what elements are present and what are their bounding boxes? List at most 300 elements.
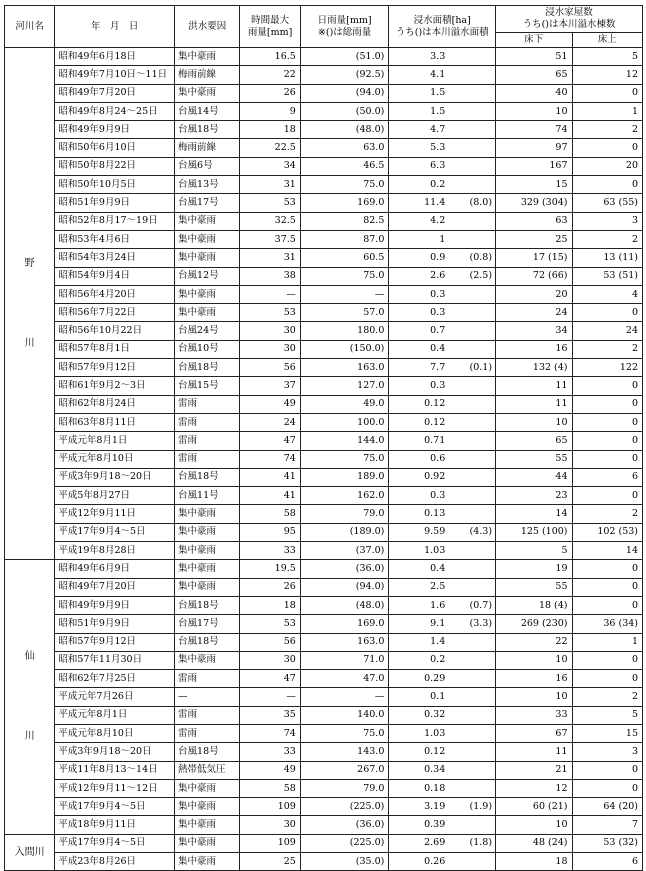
cell-floor-below: 33: [496, 706, 572, 724]
header-floor-above: 床上: [572, 33, 642, 48]
cell-hourly-max: 49: [240, 395, 300, 413]
cell-daily-rain: —: [300, 688, 389, 706]
table-row: [5, 340, 643, 358]
cell-hourly-max: 31: [240, 249, 300, 267]
cell-cause: 集中豪雨: [175, 84, 240, 102]
cell-date: 昭和51年9月9日: [55, 194, 175, 212]
cell-cause: 集中豪雨: [175, 249, 240, 267]
table-row: [5, 176, 643, 194]
cell-floor-above: 36 (34): [572, 615, 642, 633]
table-row: [5, 706, 643, 724]
cell-cause: 梅雨前線: [175, 139, 240, 157]
cell-floor-below: 15: [496, 176, 572, 194]
cell-cause: 台風14号: [175, 102, 240, 120]
cell-floor-below: 17 (15): [496, 249, 572, 267]
cell-cause: 台風10号: [175, 340, 240, 358]
cell-cause: 集中豪雨: [175, 505, 240, 523]
cell-date: 昭和52年8月17～19日: [55, 212, 175, 230]
cell-daily-rain: 162.0: [300, 487, 389, 505]
cell-hourly-max: 95: [240, 523, 300, 541]
table-row: [5, 285, 643, 303]
cell-daily-rain: (189.0): [300, 523, 389, 541]
cell-flood-area: 2.69: [389, 834, 449, 852]
cell-hourly-max: 53: [240, 194, 300, 212]
cell-flood-area: 0.4: [389, 340, 449, 358]
cell-floor-below: 40: [496, 84, 572, 102]
cell-floor-above: 0: [572, 560, 642, 578]
cell-hourly-max: 32.5: [240, 212, 300, 230]
cell-daily-rain: 140.0: [300, 706, 389, 724]
cell-floor-above: 15: [572, 724, 642, 742]
cell-date: 昭和49年6月18日: [55, 48, 175, 66]
cell-floor-below: 125 (100): [496, 523, 572, 541]
cell-floor-below: 10: [496, 651, 572, 669]
cell-hourly-max: 33: [240, 743, 300, 761]
cell-flood-area: 3.3: [389, 48, 449, 66]
table-row: [5, 48, 643, 66]
cell-cause: 雷雨: [175, 413, 240, 431]
cell-flood-area: 7.7: [389, 359, 449, 377]
cell-flood-area: 1.5: [389, 102, 449, 120]
cell-flood-area: 0.32: [389, 706, 449, 724]
cell-flood-area: 1.6: [389, 596, 449, 614]
cell-cause: —: [175, 688, 240, 706]
table-row: [5, 66, 643, 84]
cell-river-overflow-area: [449, 542, 495, 560]
cell-daily-rain: 46.5: [300, 157, 389, 175]
cell-floor-above: 24: [572, 322, 642, 340]
table-row: [5, 121, 643, 139]
cell-river-overflow-area: [449, 48, 495, 66]
cell-daily-rain: 163.0: [300, 633, 389, 651]
cell-floor-below: 10: [496, 102, 572, 120]
cell-cause: 集中豪雨: [175, 816, 240, 834]
cell-date: 平成23年8月26日: [55, 853, 175, 871]
cell-river-overflow-area: (0.1): [449, 359, 495, 377]
cell-daily-rain: —: [300, 285, 389, 303]
table-row: [5, 761, 643, 779]
cell-daily-rain: 100.0: [300, 413, 389, 431]
cell-flood-area: 0.39: [389, 816, 449, 834]
cell-floor-below: 14: [496, 505, 572, 523]
cell-cause: 集中豪雨: [175, 651, 240, 669]
cell-daily-rain: 87.0: [300, 230, 389, 248]
cell-floor-above: 2: [572, 230, 642, 248]
cell-date: 昭和49年7月20日: [55, 84, 175, 102]
cell-daily-rain: (36.0): [300, 816, 389, 834]
cell-date: 昭和56年7月22日: [55, 304, 175, 322]
cell-date: 平成17年9月4～5日: [55, 834, 175, 852]
cell-daily-rain: 63.0: [300, 139, 389, 157]
table-row: [5, 139, 643, 157]
cell-floor-above: 1: [572, 102, 642, 120]
cell-daily-rain: (225.0): [300, 834, 389, 852]
cell-flood-area: 0.71: [389, 432, 449, 450]
cell-flood-area: 0.12: [389, 413, 449, 431]
cell-floor-below: 63: [496, 212, 572, 230]
cell-floor-above: 0: [572, 432, 642, 450]
cell-river-overflow-area: [449, 212, 495, 230]
cell-floor-above: 14: [572, 542, 642, 560]
cell-daily-rain: 75.0: [300, 267, 389, 285]
table-row: [5, 523, 643, 541]
cell-floor-below: 97: [496, 139, 572, 157]
header-floor-below: 床下: [496, 33, 572, 48]
cell-date: 昭和50年8月22日: [55, 157, 175, 175]
cell-flood-area: 0.26: [389, 853, 449, 871]
cell-date: 昭和57年9月12日: [55, 359, 175, 377]
cell-river-overflow-area: [449, 377, 495, 395]
table-row: [5, 359, 643, 377]
cell-floor-below: 23: [496, 487, 572, 505]
cell-flood-area: 0.3: [389, 487, 449, 505]
cell-cause: 集中豪雨: [175, 48, 240, 66]
cell-hourly-max: 26: [240, 578, 300, 596]
cell-date: 昭和49年9月9日: [55, 596, 175, 614]
cell-floor-above: 13 (11): [572, 249, 642, 267]
table-row: [5, 596, 643, 614]
header-daily-rain: 日雨量[mm] ※()は総雨量: [300, 6, 389, 48]
cell-date: 昭和49年7月10日～11日: [55, 66, 175, 84]
cell-floor-above: 53 (51): [572, 267, 642, 285]
cell-cause: 台風15号: [175, 377, 240, 395]
cell-floor-above: 0: [572, 413, 642, 431]
table-row: [5, 670, 643, 688]
cell-floor-below: 55: [496, 450, 572, 468]
cell-flood-area: 0.7: [389, 322, 449, 340]
cell-floor-below: 18 (4): [496, 596, 572, 614]
cell-river-overflow-area: [449, 413, 495, 431]
cell-flood-area: 11.4: [389, 194, 449, 212]
cell-river-overflow-area: (1.8): [449, 834, 495, 852]
cell-flood-area: 0.2: [389, 176, 449, 194]
cell-river-overflow-area: [449, 816, 495, 834]
cell-river-overflow-area: [449, 468, 495, 486]
cell-floor-above: 0: [572, 578, 642, 596]
cell-flood-area: 5.3: [389, 139, 449, 157]
cell-date: 平成3年9月18～20日: [55, 468, 175, 486]
table-row: [5, 578, 643, 596]
cell-floor-above: 7: [572, 816, 642, 834]
cell-river-overflow-area: [449, 230, 495, 248]
table-row: [5, 413, 643, 431]
cell-river-overflow-area: [449, 724, 495, 742]
cell-date: 昭和50年6月10日: [55, 139, 175, 157]
cell-floor-above: 5: [572, 48, 642, 66]
cell-cause: 台風18号: [175, 743, 240, 761]
cell-flood-area: 0.3: [389, 377, 449, 395]
cell-daily-rain: 143.0: [300, 743, 389, 761]
cell-floor-above: 102 (53): [572, 523, 642, 541]
cell-river-overflow-area: [449, 779, 495, 797]
cell-floor-above: 0: [572, 761, 642, 779]
cell-date: 昭和57年9月12日: [55, 633, 175, 651]
table-row: [5, 377, 643, 395]
cell-floor-below: 11: [496, 743, 572, 761]
cell-river-overflow-area: [449, 853, 495, 871]
cell-cause: 雷雨: [175, 706, 240, 724]
cell-river-overflow-area: [449, 176, 495, 194]
table-row: [5, 194, 643, 212]
flood-history-table: [4, 5, 643, 871]
table-row: [5, 651, 643, 669]
cell-river-overflow-area: [449, 432, 495, 450]
cell-river-overflow-area: [449, 322, 495, 340]
cell-floor-above: 63 (55): [572, 194, 642, 212]
cell-cause: 雷雨: [175, 670, 240, 688]
cell-daily-rain: 144.0: [300, 432, 389, 450]
cell-daily-rain: 267.0: [300, 761, 389, 779]
cell-floor-above: 2: [572, 505, 642, 523]
table-row: [5, 450, 643, 468]
cell-daily-rain: 75.0: [300, 450, 389, 468]
cell-floor-below: 19: [496, 560, 572, 578]
cell-date: 平成19年8月28日: [55, 542, 175, 560]
header-cause: 洪水要因: [175, 6, 240, 48]
cell-date: 平成元年8月10日: [55, 450, 175, 468]
cell-river-overflow-area: [449, 395, 495, 413]
cell-floor-above: 5: [572, 706, 642, 724]
cell-daily-rain: 71.0: [300, 651, 389, 669]
cell-hourly-max: 74: [240, 450, 300, 468]
cell-floor-below: 18: [496, 853, 572, 871]
cell-date: 昭和49年7月20日: [55, 578, 175, 596]
cell-cause: 集中豪雨: [175, 285, 240, 303]
cell-floor-above: 0: [572, 651, 642, 669]
cell-cause: 台風24号: [175, 322, 240, 340]
cell-floor-above: 12: [572, 66, 642, 84]
cell-cause: 台風11号: [175, 487, 240, 505]
cell-hourly-max: 30: [240, 340, 300, 358]
cell-hourly-max: 30: [240, 651, 300, 669]
cell-date: 昭和54年3月24日: [55, 249, 175, 267]
cell-floor-above: 0: [572, 395, 642, 413]
cell-flood-area: 0.1: [389, 688, 449, 706]
cell-date: 平成元年8月1日: [55, 706, 175, 724]
cell-cause: 集中豪雨: [175, 779, 240, 797]
cell-date: 平成3年9月18～20日: [55, 743, 175, 761]
cell-floor-below: 11: [496, 377, 572, 395]
cell-river-overflow-area: [449, 706, 495, 724]
cell-daily-rain: (92.5): [300, 66, 389, 84]
cell-river-overflow-area: (0.7): [449, 596, 495, 614]
cell-floor-above: 0: [572, 84, 642, 102]
cell-date: 平成18年9月11日: [55, 816, 175, 834]
header-date: 年 月 日: [55, 6, 175, 48]
cell-flood-area: 9.59: [389, 523, 449, 541]
cell-river-name: 入間川: [5, 834, 55, 871]
cell-floor-below: 65: [496, 432, 572, 450]
cell-hourly-max: —: [240, 285, 300, 303]
cell-hourly-max: 30: [240, 816, 300, 834]
cell-daily-rain: (35.0): [300, 853, 389, 871]
cell-river-overflow-area: [449, 505, 495, 523]
cell-cause: 台風13号: [175, 176, 240, 194]
cell-daily-rain: 47.0: [300, 670, 389, 688]
cell-hourly-max: 19.5: [240, 560, 300, 578]
cell-daily-rain: 127.0: [300, 377, 389, 395]
cell-hourly-max: 109: [240, 798, 300, 816]
cell-daily-rain: (150.0): [300, 340, 389, 358]
cell-river-overflow-area: (2.5): [449, 267, 495, 285]
cell-date: 昭和50年10月5日: [55, 176, 175, 194]
cell-daily-rain: 60.5: [300, 249, 389, 267]
cell-floor-below: 10: [496, 816, 572, 834]
cell-river-overflow-area: [449, 670, 495, 688]
cell-hourly-max: 56: [240, 633, 300, 651]
cell-date: 平成5年8月27日: [55, 487, 175, 505]
table-row: [5, 157, 643, 175]
cell-daily-rain: 169.0: [300, 615, 389, 633]
cell-cause: 集中豪雨: [175, 560, 240, 578]
cell-cause: 集中豪雨: [175, 523, 240, 541]
cell-date: 平成17年9月4～5日: [55, 523, 175, 541]
cell-flood-area: 1.5: [389, 84, 449, 102]
cell-date: 平成12年9月11～12日: [55, 779, 175, 797]
cell-river-overflow-area: [449, 66, 495, 84]
cell-flood-area: 1.4: [389, 633, 449, 651]
cell-date: 昭和57年11月30日: [55, 651, 175, 669]
cell-flood-area: 3.19: [389, 798, 449, 816]
cell-floor-below: 269 (230): [496, 615, 572, 633]
table-row: [5, 688, 643, 706]
cell-river-overflow-area: [449, 157, 495, 175]
cell-hourly-max: 41: [240, 468, 300, 486]
cell-floor-below: 10: [496, 688, 572, 706]
cell-floor-below: 20: [496, 285, 572, 303]
table-row: [5, 432, 643, 450]
cell-hourly-max: 58: [240, 779, 300, 797]
cell-cause: 台風17号: [175, 615, 240, 633]
cell-floor-below: 12: [496, 779, 572, 797]
cell-cause: 雷雨: [175, 450, 240, 468]
cell-cause: 集中豪雨: [175, 542, 240, 560]
table-row: [5, 560, 643, 578]
cell-hourly-max: 34: [240, 157, 300, 175]
cell-daily-rain: 82.5: [300, 212, 389, 230]
cell-daily-rain: 163.0: [300, 359, 389, 377]
cell-cause: 集中豪雨: [175, 853, 240, 871]
cell-floor-above: 53 (32): [572, 834, 642, 852]
cell-flood-area: 6.3: [389, 157, 449, 175]
cell-hourly-max: 37.5: [240, 230, 300, 248]
table-row: [5, 230, 643, 248]
cell-floor-above: 0: [572, 450, 642, 468]
cell-river-overflow-area: [449, 578, 495, 596]
cell-river-overflow-area: [449, 450, 495, 468]
cell-flood-area: 0.9: [389, 249, 449, 267]
cell-flood-area: 2.5: [389, 578, 449, 596]
cell-floor-below: 11: [496, 395, 572, 413]
header-river: 河川名: [5, 6, 55, 48]
cell-hourly-max: 53: [240, 615, 300, 633]
cell-hourly-max: 18: [240, 596, 300, 614]
cell-floor-below: 21: [496, 761, 572, 779]
cell-date: 昭和61年9月2～3日: [55, 377, 175, 395]
cell-flood-area: 0.12: [389, 743, 449, 761]
cell-floor-below: 72 (66): [496, 267, 572, 285]
cell-daily-rain: (51.0): [300, 48, 389, 66]
cell-daily-rain: 189.0: [300, 468, 389, 486]
table-row: [5, 816, 643, 834]
cell-hourly-max: 109: [240, 834, 300, 852]
table-row: [5, 322, 643, 340]
cell-floor-below: 329 (304): [496, 194, 572, 212]
cell-floor-below: 24: [496, 304, 572, 322]
cell-flood-area: 4.1: [389, 66, 449, 84]
cell-date: 昭和62年8月24日: [55, 395, 175, 413]
cell-daily-rain: 79.0: [300, 779, 389, 797]
cell-cause: 台風18号: [175, 359, 240, 377]
table-row: [5, 834, 643, 852]
cell-daily-rain: (48.0): [300, 121, 389, 139]
cell-floor-below: 16: [496, 670, 572, 688]
cell-date: 昭和53年4月6日: [55, 230, 175, 248]
cell-flood-area: 4.2: [389, 212, 449, 230]
cell-cause: 台風17号: [175, 194, 240, 212]
table-row: [5, 779, 643, 797]
cell-cause: 集中豪雨: [175, 212, 240, 230]
cell-daily-rain: (225.0): [300, 798, 389, 816]
cell-flood-area: 1.03: [389, 542, 449, 560]
cell-hourly-max: 33: [240, 542, 300, 560]
cell-floor-above: 2: [572, 340, 642, 358]
cell-date: 平成11年8月13～14日: [55, 761, 175, 779]
cell-floor-above: 0: [572, 670, 642, 688]
cell-floor-below: 44: [496, 468, 572, 486]
cell-floor-above: 0: [572, 779, 642, 797]
cell-floor-below: 34: [496, 322, 572, 340]
cell-date: 平成元年8月1日: [55, 432, 175, 450]
cell-river-overflow-area: (3.3): [449, 615, 495, 633]
cell-river-overflow-area: [449, 102, 495, 120]
cell-cause: 台風12号: [175, 267, 240, 285]
cell-cause: 台風18号: [175, 596, 240, 614]
table-row: [5, 853, 643, 871]
cell-hourly-max: 22: [240, 66, 300, 84]
cell-flood-area: 0.3: [389, 304, 449, 322]
cell-floor-below: 25: [496, 230, 572, 248]
cell-floor-above: 0: [572, 596, 642, 614]
cell-floor-above: 6: [572, 853, 642, 871]
cell-daily-rain: 75.0: [300, 176, 389, 194]
table-row: [5, 102, 643, 120]
cell-floor-above: 122: [572, 359, 642, 377]
cell-hourly-max: 49: [240, 761, 300, 779]
cell-flood-area: 0.4: [389, 560, 449, 578]
cell-river-overflow-area: [449, 285, 495, 303]
cell-hourly-max: —: [240, 688, 300, 706]
cell-flood-area: 0.18: [389, 779, 449, 797]
cell-river-overflow-area: [449, 651, 495, 669]
cell-daily-rain: 75.0: [300, 724, 389, 742]
cell-river-overflow-area: [449, 121, 495, 139]
cell-floor-above: 0: [572, 487, 642, 505]
cell-date: 平成元年7月26日: [55, 688, 175, 706]
cell-hourly-max: 58: [240, 505, 300, 523]
cell-flood-area: 0.13: [389, 505, 449, 523]
table-row: [5, 84, 643, 102]
cell-hourly-max: 9: [240, 102, 300, 120]
cell-floor-below: 22: [496, 633, 572, 651]
table-body: [5, 48, 643, 871]
cell-date: 昭和51年9月9日: [55, 615, 175, 633]
cell-floor-above: 0: [572, 304, 642, 322]
cell-hourly-max: 37: [240, 377, 300, 395]
table-row: [5, 542, 643, 560]
cell-cause: 雷雨: [175, 432, 240, 450]
cell-floor-below: 48 (24): [496, 834, 572, 852]
